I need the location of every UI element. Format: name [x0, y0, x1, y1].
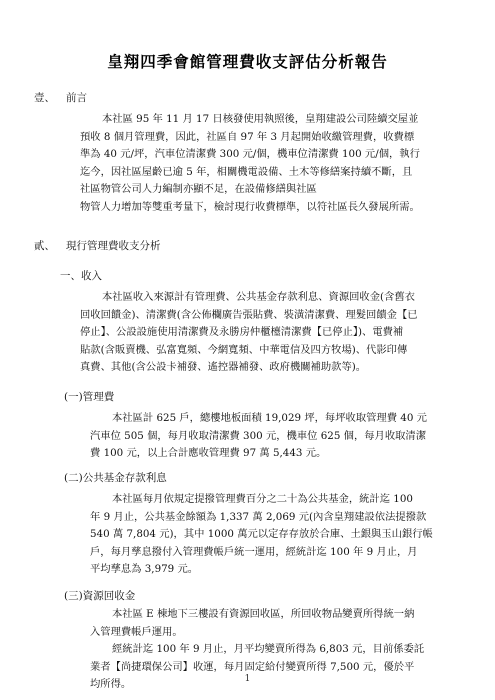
section-2-number: 貳、 — [34, 240, 55, 252]
section-1-number: 壹、 — [34, 92, 55, 104]
section-1-paragraph — [80, 111, 460, 217]
paragraph-line: 平均孳息為 3,979 元。 — [90, 563, 199, 576]
paragraph-line: 業者【尚捷環保公司】收運，每月固定給付變賣所得 7,500 元，優於平 — [90, 660, 415, 673]
paragraph-line: 貼款(含販賣機、弘富寬頻、今網寬頻、中華電信及四方牧場)、代影印傳 — [80, 343, 408, 356]
paragraph-line: 本社區每月依規定提撥管理費百分之二十為公共基金，統計迄 100 — [112, 493, 413, 505]
section-1-title: 前言 — [66, 92, 87, 104]
section-2-title: 現行管理費收支分析 — [66, 240, 161, 252]
paragraph-line: 社區物管公司人力編制亦顯不足，在設備修繕與社區 — [80, 183, 317, 196]
management-fee-paragraph — [90, 410, 460, 463]
paragraph-line: 戶，每月孳息撥付入管理費帳戶統一運用，經統計迄 100 年 9 月止，月 — [90, 545, 418, 558]
paragraph-line: 均所得。 — [90, 678, 132, 691]
paragraph-line: 本社區收入來源計有管理費、公共基金存款利息、資源回收金(含舊衣 — [102, 291, 415, 303]
paragraph-line: 本社區 E 棟地下三樓設有資源回收區，所回收物品變賣所得統一納 — [112, 608, 415, 620]
section-1-heading — [34, 90, 87, 105]
public-fund-interest-heading: (二)公共基金存款利息 — [64, 472, 167, 484]
paragraph-line: 停止】、公設設施使用清潔費及永勝房仲櫃檯清潔費【已停止】)、電費補 — [80, 326, 404, 339]
paragraph-line: 本社區計 625 戶，總樓地板面積 19,029 坪，每坪收取管理費 40 元 — [112, 412, 427, 424]
recycling-income-heading: (三)資源回收金 — [64, 590, 136, 602]
paragraph-line: 迄今，因社區屋齡已逾 5 年，相關機電設備、土木等修繕案持續不斷，且 — [80, 165, 413, 178]
paragraph-line: 年 9 月止，公共基金餘額為 1,337 萬 2,069 元(內含皇翔建設依法提撥款 — [90, 510, 427, 523]
public-fund-interest-paragraph — [90, 491, 460, 579]
paragraph-line: 本社區 95 年 11 月 17 日核發使用執照後，皇翔建設公司陸續交屋並 — [102, 113, 419, 125]
income-heading: 一、收入 — [60, 270, 102, 282]
paragraph-line: 費 100 元，以上合計應收管理費 97 萬 5,443 元。 — [90, 447, 327, 460]
paragraph-line: 準為 40 元/坪，汽車位清潔費 300 元/個，機車位清潔費 100 元/個，執行 — [80, 148, 420, 161]
page-number: 1 — [244, 674, 251, 684]
paragraph-line: 540 萬 7,804 元)，其中 1000 萬元以定存存放於合庫、土銀與玉山銀行帳 — [90, 528, 433, 541]
section-2-heading — [34, 238, 161, 253]
paragraph-line: 入管理費帳戶運用。 — [90, 625, 183, 638]
paragraph-line: 真費、其他(含公設卡補發、遙控器補發、政府機關補助款等)。 — [80, 361, 367, 374]
paragraph-line: 汽車位 505 個，每月收取清潔費 300 元，機車位 625 個，每月收取清潔 — [90, 429, 427, 442]
paragraph-line: 回收回饋金)、清潔費(含公佈欄廣告張貼費、裝潢清潔費、理髮回饋金【已 — [80, 308, 418, 321]
paragraph-line: 經統計迄 100 年 9 月止，月平均變賣所得為 6,803 元，目前係委託 — [112, 643, 425, 656]
document-title: 皇翔四季會館管理費收支評估分析報告 — [107, 52, 388, 71]
paragraph-line: 物管人力增加等雙重考量下，檢討現行收費標準，以符社區長久發展所需。 — [80, 200, 420, 213]
income-paragraph — [80, 289, 460, 377]
management-fee-heading: (一)管理費 — [64, 391, 115, 403]
paragraph-line: 預收 8 個月管理費，因此，社區自 97 年 3 月起開始收繳管理費，收費標 — [80, 130, 415, 143]
